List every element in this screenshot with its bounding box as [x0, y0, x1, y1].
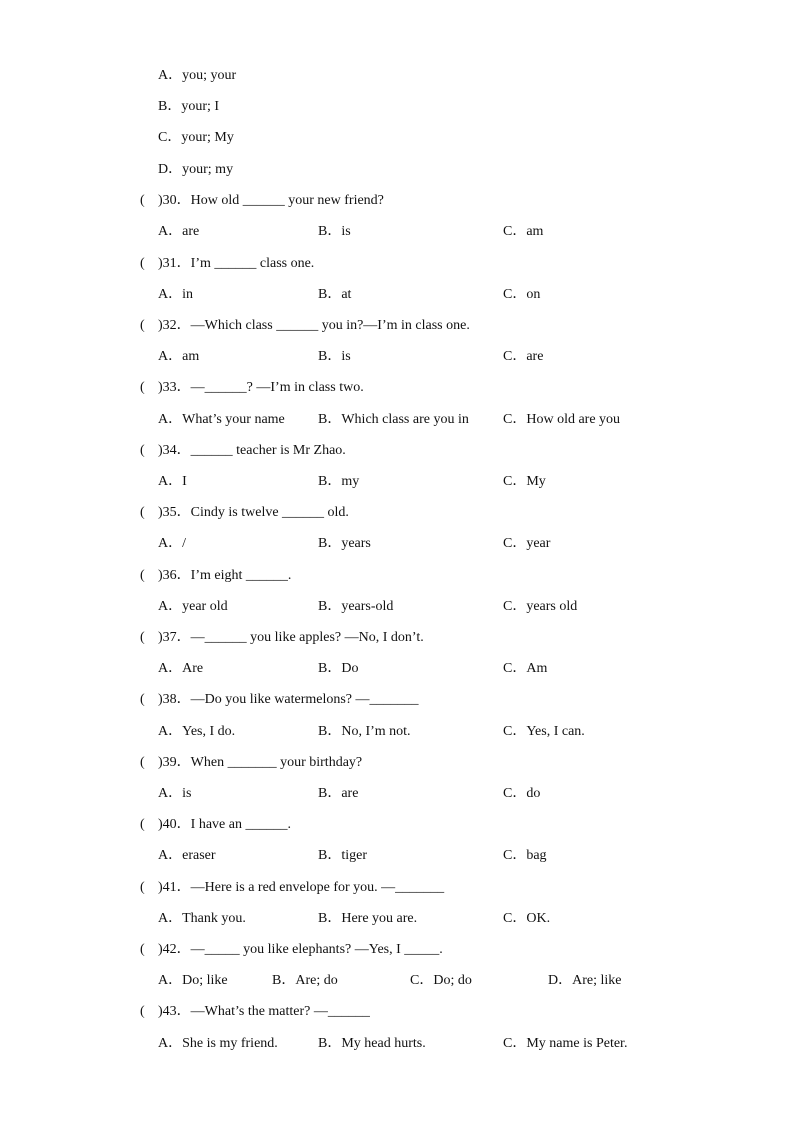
option-a: A．Are	[158, 661, 204, 676]
option-a: A．am	[158, 349, 200, 364]
question-text: )34．______ teacher is Mr Zhao.	[158, 443, 346, 458]
option-c: C．bag	[503, 848, 547, 863]
question-text: )35．Cindy is twelve ______ old.	[158, 505, 349, 520]
option-a: A．What’s your name	[158, 412, 285, 427]
option-c: C．Am	[503, 661, 548, 676]
question-text: )42．—_____ you like elephants? —Yes, I _____.	[158, 942, 443, 957]
option-b: B．are	[318, 786, 359, 801]
option-c: C．year	[503, 536, 551, 551]
question-text: )32．—Which class ______ you in?—I’m in class one.	[158, 318, 470, 333]
option-b: B．My head hurts.	[318, 1036, 426, 1051]
option-c: C．Do; do	[410, 973, 472, 988]
question-text: )39．When _______ your birthday?	[158, 755, 363, 770]
option-b: B．years-old	[318, 599, 394, 614]
option-c: C．years old	[503, 599, 578, 614]
option-d: D．Are; like	[548, 973, 622, 988]
option-a: A．is	[158, 786, 192, 801]
prev-option-a: A．you; your	[158, 68, 237, 83]
prev-option-d: D．your; my	[158, 162, 234, 177]
prev-option-b: B．your; I	[158, 99, 220, 114]
question-text: )36．I’m eight ______.	[158, 568, 292, 583]
option-a: A．Thank you.	[158, 911, 246, 926]
option-c: C．do	[503, 786, 541, 801]
option-b: B．Here you are.	[318, 911, 418, 926]
option-b: B．Are; do	[272, 973, 338, 988]
option-c: C．Yes, I can.	[503, 724, 585, 739]
option-c: C．How old are you	[503, 412, 621, 427]
question-text: )37．—______ you like apples? —No, I don’t.	[158, 630, 424, 645]
option-b: B．tiger	[318, 848, 367, 863]
option-b: B．is	[318, 349, 351, 364]
option-a: A．in	[158, 287, 194, 302]
option-a: A．Do; like	[158, 973, 228, 988]
option-a: A．Yes, I do.	[158, 724, 236, 739]
prev-option-c: C．your; My	[158, 130, 234, 145]
question-text: )30．How old ______ your new friend?	[158, 193, 384, 208]
option-c: C．OK.	[503, 911, 551, 926]
question-text: )33．—______? —I’m in class two.	[158, 380, 364, 395]
option-a: A．year old	[158, 599, 228, 614]
option-a: A．She is my friend.	[158, 1036, 278, 1051]
option-c: C．My name is Peter.	[503, 1036, 628, 1051]
option-a: A．/	[158, 536, 187, 551]
option-c: C．My	[503, 474, 546, 489]
question-text: )38．—Do you like watermelons? —_______	[158, 692, 419, 707]
option-b: B．is	[318, 224, 351, 239]
question-text: )31．I’m ______ class one.	[158, 256, 315, 271]
option-b: B．my	[318, 474, 360, 489]
option-c: C．on	[503, 287, 541, 302]
option-b: B．Do	[318, 661, 359, 676]
option-a: A．I	[158, 474, 187, 489]
question-text: )40．I have an ______.	[158, 817, 291, 832]
option-b: B．at	[318, 287, 352, 302]
option-b: B．No, I’m not.	[318, 724, 411, 739]
option-a: A．are	[158, 224, 200, 239]
option-c: C．am	[503, 224, 544, 239]
option-c: C．are	[503, 349, 544, 364]
option-b: B．Which class are you in	[318, 412, 469, 427]
question-text: )43．—What’s the matter? —______	[158, 1004, 370, 1019]
option-a: A．eraser	[158, 848, 216, 863]
question-text: )41．—Here is a red envelope for you. —_______	[158, 880, 445, 895]
option-b: B．years	[318, 536, 371, 551]
